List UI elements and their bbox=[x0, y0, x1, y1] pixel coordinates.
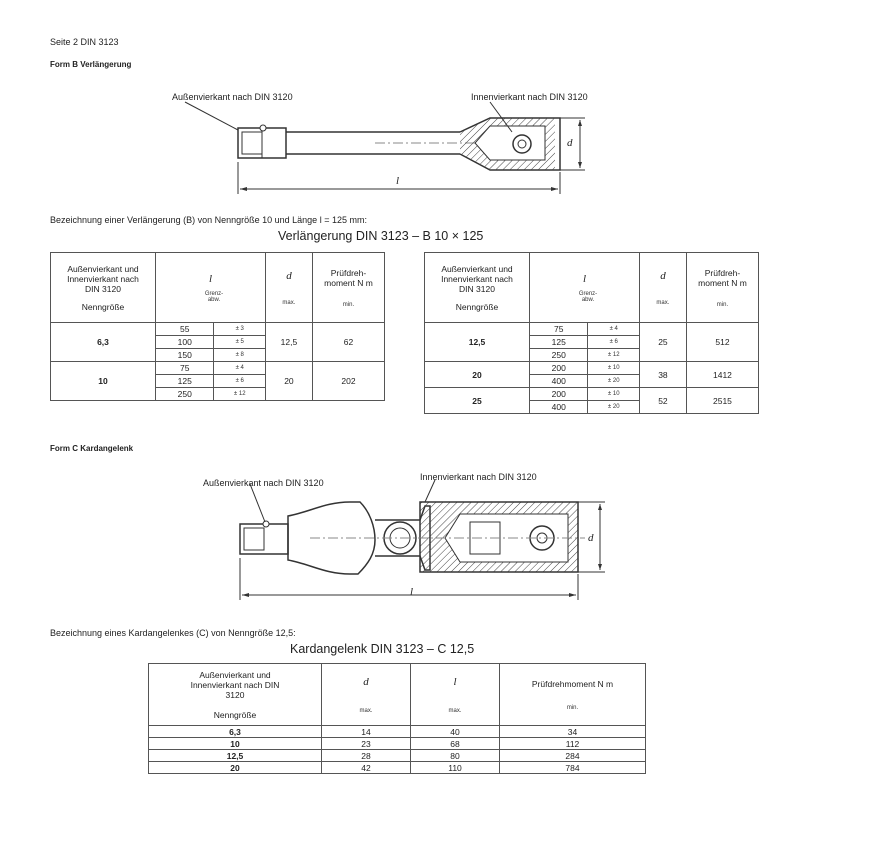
table-row: 150 ± 8 bbox=[51, 349, 385, 362]
dim-l-b: l bbox=[396, 175, 400, 187]
table-row: 400 ± 20 bbox=[425, 401, 759, 414]
table-row: 10 75 ± 4 20 202 bbox=[51, 362, 385, 375]
table-row: 20 42 110 784 bbox=[149, 762, 646, 774]
dim-l-c: l bbox=[410, 586, 414, 598]
page-header: Seite 2 DIN 3123 bbox=[50, 37, 119, 47]
designation-b: Verlängerung DIN 3123 – B 10 × 125 bbox=[278, 229, 484, 243]
table-row: 12,5 75 ± 4 25 512 bbox=[425, 323, 759, 336]
universal-joint-drawing bbox=[190, 472, 620, 607]
col-d-header: d max. bbox=[639, 253, 686, 323]
table-row: 250 ± 12 bbox=[425, 349, 759, 362]
table-row: 25 200 ± 10 52 2515 bbox=[425, 388, 759, 401]
form-c-title: Form C Kardangelenk bbox=[50, 444, 134, 453]
table-row: 125 ± 6 bbox=[425, 336, 759, 349]
col-size-header: Außenvierkant und Innenvierkant nach DIN 3120 Nenngröße bbox=[425, 253, 530, 323]
col-size-header: Außenvierkant und Innenvierkant nach DIN 3120 Nenngröße bbox=[149, 664, 322, 726]
outer-square-label-c: Außenvierkant nach DIN 3120 bbox=[203, 478, 324, 488]
col-l-header: l max. bbox=[411, 664, 500, 726]
table-row: 6,3 55 ± 3 12,5 62 bbox=[51, 323, 385, 336]
col-torque-header: Prüfdreh-moment N m min. bbox=[312, 253, 384, 323]
inner-square-label-b: Innenvierkant nach DIN 3120 bbox=[471, 92, 588, 102]
col-torque-header: Prüfdreh-moment N m min. bbox=[686, 253, 758, 323]
extension-drawing bbox=[160, 88, 600, 200]
dim-d-b: d bbox=[567, 137, 573, 149]
table-row: 400 ± 20 bbox=[425, 375, 759, 388]
col-l-header: l Grenz-abw. bbox=[530, 253, 640, 323]
extension-table-left bbox=[50, 252, 385, 401]
designation-intro-b: Bezeichnung einer Verlängerung (B) von Nenngröße 10 und Länge l = 125 mm: bbox=[50, 215, 367, 225]
table-row: 250 ± 12 bbox=[51, 388, 385, 401]
designation-c: Kardangelenk DIN 3123 – C 12,5 bbox=[290, 642, 475, 656]
designation-intro-c: Bezeichnung eines Kardangelenkes (C) von Nenngröße 12,5: bbox=[50, 628, 296, 638]
col-size-header: Außenvierkant und Innenvierkant nach DIN 3120 Nenngröße bbox=[51, 253, 156, 323]
table-row: 12,5 28 80 284 bbox=[149, 750, 646, 762]
outer-square-label-b: Außenvierkant nach DIN 3120 bbox=[172, 92, 293, 102]
col-torque-header: Prüfdrehmoment N m min. bbox=[500, 664, 646, 726]
col-l-header: l Grenz-abw. bbox=[156, 253, 266, 323]
inner-square-label-c: Innenvierkant nach DIN 3120 bbox=[420, 472, 537, 482]
table-row: 6,3 14 40 34 bbox=[149, 726, 646, 738]
col-d-header: d max. bbox=[322, 664, 411, 726]
table-row: 125 ± 6 bbox=[51, 375, 385, 388]
form-b-title: Form B Verlängerung bbox=[50, 60, 132, 69]
dim-d-c: d bbox=[588, 532, 594, 544]
extension-table-right bbox=[424, 252, 759, 414]
table-row: 100 ± 5 bbox=[51, 336, 385, 349]
col-d-header: d max. bbox=[265, 253, 312, 323]
table-row: 10 23 68 112 bbox=[149, 738, 646, 750]
universal-joint-table bbox=[148, 663, 646, 774]
table-row: 20 200 ± 10 38 1412 bbox=[425, 362, 759, 375]
